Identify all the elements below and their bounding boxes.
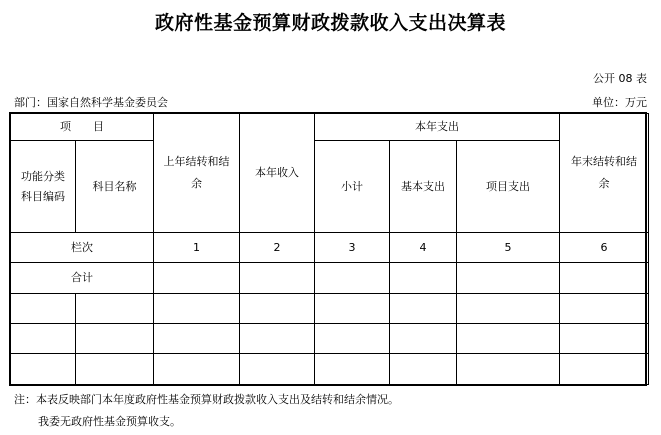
col-number-5: 5 <box>457 233 560 263</box>
header-row-2 <box>11 141 649 187</box>
table-row <box>11 294 649 324</box>
table-cell <box>457 263 560 294</box>
footnote-line-1: 注：本表反映部门本年度政府性基金预算财政拨款收入支出及结转和结余情况。 <box>14 393 399 406</box>
table-cell <box>560 324 649 354</box>
table-row <box>11 324 649 354</box>
table-cell <box>240 324 315 354</box>
col-number-4: 4 <box>390 233 457 263</box>
header-func-code-text: 功能分类科目编码 <box>21 169 65 203</box>
row-index-label: 栏次 <box>11 233 154 263</box>
table-cell <box>154 354 240 385</box>
table-row <box>11 354 649 385</box>
table-cell <box>240 294 315 324</box>
total-row <box>11 263 649 294</box>
header-basic-expense: 基本支出 <box>390 141 457 233</box>
table-cell <box>240 263 315 294</box>
header-prev-balance-text: 上年结转和结余 <box>163 155 230 190</box>
budget-table <box>10 113 649 385</box>
header-prev-balance <box>154 114 240 233</box>
total-label: 合计 <box>11 263 154 294</box>
form-number: 公开 08 表 <box>593 72 647 85</box>
page-title: 政府性基金预算财政拨款收入支出决算表 <box>154 12 506 34</box>
table-cell <box>390 294 457 324</box>
table-cell <box>76 294 154 324</box>
unit-label: 单位：万元 <box>592 96 647 109</box>
table-cell <box>315 294 390 324</box>
table-cell <box>11 294 76 324</box>
header-project-expense: 项目支出 <box>457 141 560 233</box>
table-cell <box>390 263 457 294</box>
table-cell <box>240 354 315 385</box>
table-cell <box>560 354 649 385</box>
table-cell <box>154 294 240 324</box>
header-end-balance <box>560 114 649 233</box>
header-func-code <box>11 141 76 233</box>
table-cell <box>457 354 560 385</box>
table-cell <box>560 263 649 294</box>
header-end-balance-text: 年末结转和结余 <box>571 155 637 190</box>
table-cell <box>154 324 240 354</box>
footnote-line-2: 我委无政府性基金预算收支。 <box>38 415 181 428</box>
table-cell <box>390 354 457 385</box>
table-cell <box>390 324 457 354</box>
column-index-row <box>11 233 649 263</box>
col-number-3: 3 <box>315 233 390 263</box>
table-cell <box>560 294 649 324</box>
header-project: 项 目 <box>11 114 154 141</box>
header-expense-group: 本年支出 <box>315 114 560 141</box>
table-cell <box>154 263 240 294</box>
col-number-6: 6 <box>560 233 649 263</box>
department-label: 部门：国家自然科学基金委员会 <box>14 96 168 109</box>
col-number-2: 2 <box>240 233 315 263</box>
table-cell <box>457 324 560 354</box>
header-income: 本年收入 <box>240 114 315 233</box>
table-cell <box>315 263 390 294</box>
col-number-1: 1 <box>154 233 240 263</box>
table-cell <box>76 354 154 385</box>
table-cell <box>11 324 76 354</box>
header-subtotal: 小计 <box>315 141 390 233</box>
header-row-1 <box>11 114 649 141</box>
header-subject-name: 科目名称 <box>76 141 154 233</box>
table-cell <box>76 324 154 354</box>
table-cell <box>457 294 560 324</box>
table-cell <box>315 324 390 354</box>
table-cell <box>315 354 390 385</box>
table-cell <box>11 354 76 385</box>
